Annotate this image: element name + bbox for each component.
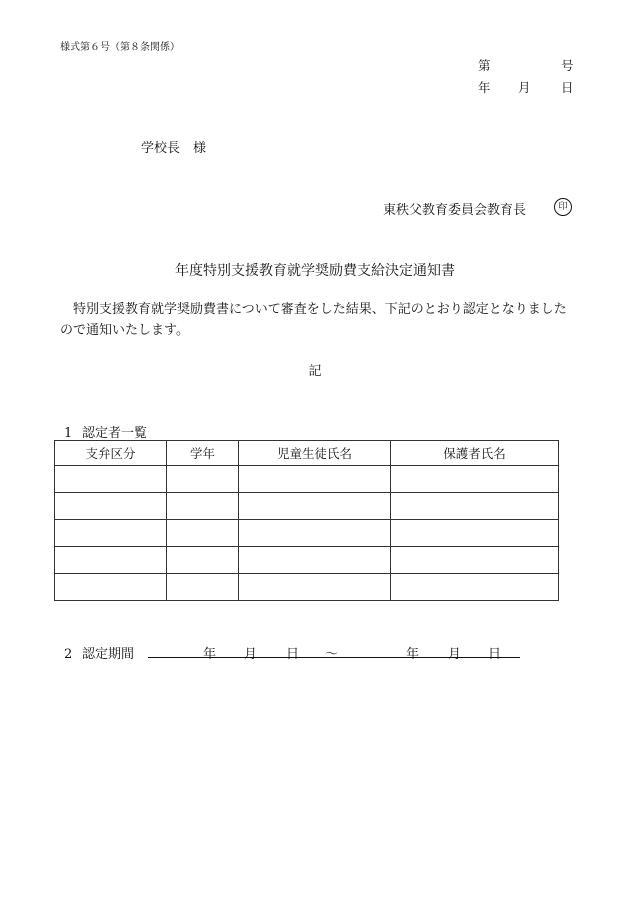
addressee xyxy=(141,137,206,156)
table-cell xyxy=(167,520,239,547)
date-year: 年 xyxy=(478,80,491,95)
table-cell xyxy=(55,493,167,520)
period-end-year: 年 xyxy=(406,647,420,662)
document-number-suffix: 号 xyxy=(561,58,574,73)
table-row xyxy=(55,520,559,547)
table-cell xyxy=(391,493,559,520)
period-start-month: 月 xyxy=(244,647,258,662)
period-end-day: 日 xyxy=(488,647,502,662)
table-cell xyxy=(55,574,167,601)
table-cell xyxy=(239,466,391,493)
table-cell xyxy=(239,493,391,520)
table-cell xyxy=(239,574,391,601)
table-cell xyxy=(167,547,239,574)
section-2-heading xyxy=(64,643,134,662)
table-cell xyxy=(391,466,559,493)
table-row xyxy=(55,574,559,601)
table-cell xyxy=(391,520,559,547)
period-start-year: 年 xyxy=(203,647,217,662)
date-month: 月 xyxy=(518,80,531,95)
table-row xyxy=(55,547,559,574)
table-cell xyxy=(55,520,167,547)
recipient-table xyxy=(54,440,559,601)
table-row xyxy=(55,466,559,493)
column-header: 支弁区分 xyxy=(55,441,167,466)
sender-name: 東秩父教育委員会教育長 xyxy=(383,203,527,218)
section-1-number: 1 xyxy=(64,426,73,441)
table-cell xyxy=(55,547,167,574)
period-start-day: 日 xyxy=(286,647,300,662)
date-day: 日 xyxy=(561,80,574,95)
document-title: 年度特別支援教育就学奨励費支給決定通知書 xyxy=(175,263,455,279)
form-number: 様式第６号（第８条関係） xyxy=(60,42,180,53)
column-header: 保護者氏名 xyxy=(391,441,559,466)
table-header-row xyxy=(55,441,559,466)
document-number-prefix: 第 xyxy=(478,58,491,73)
column-header: 児童生徒氏名 xyxy=(239,441,391,466)
addressee-honorific: 様 xyxy=(193,141,207,156)
table-cell xyxy=(167,574,239,601)
column-header: 学年 xyxy=(167,441,239,466)
table-cell xyxy=(391,547,559,574)
table-cell xyxy=(167,493,239,520)
period-end-month: 月 xyxy=(448,647,462,662)
body-text: 特別支援教育就学奨励費書について審査をした結果、下記のとおり認定となりましたので通知いたします。 xyxy=(60,302,567,338)
table-cell xyxy=(55,466,167,493)
table-cell xyxy=(391,574,559,601)
section-2-label: 認定期間 xyxy=(82,647,135,662)
section-1-heading xyxy=(64,422,147,441)
table-row xyxy=(55,493,559,520)
table-cell xyxy=(239,547,391,574)
section-1-label: 認定者一覧 xyxy=(82,426,148,441)
addressee-name: 学校長 xyxy=(141,141,181,156)
ki-heading: 記 xyxy=(308,364,322,379)
section-2-number: 2 xyxy=(64,647,73,662)
seal-icon: 印 xyxy=(554,198,572,216)
period-tilde: ～ xyxy=(325,647,339,662)
table-cell xyxy=(239,520,391,547)
table-cell xyxy=(167,466,239,493)
